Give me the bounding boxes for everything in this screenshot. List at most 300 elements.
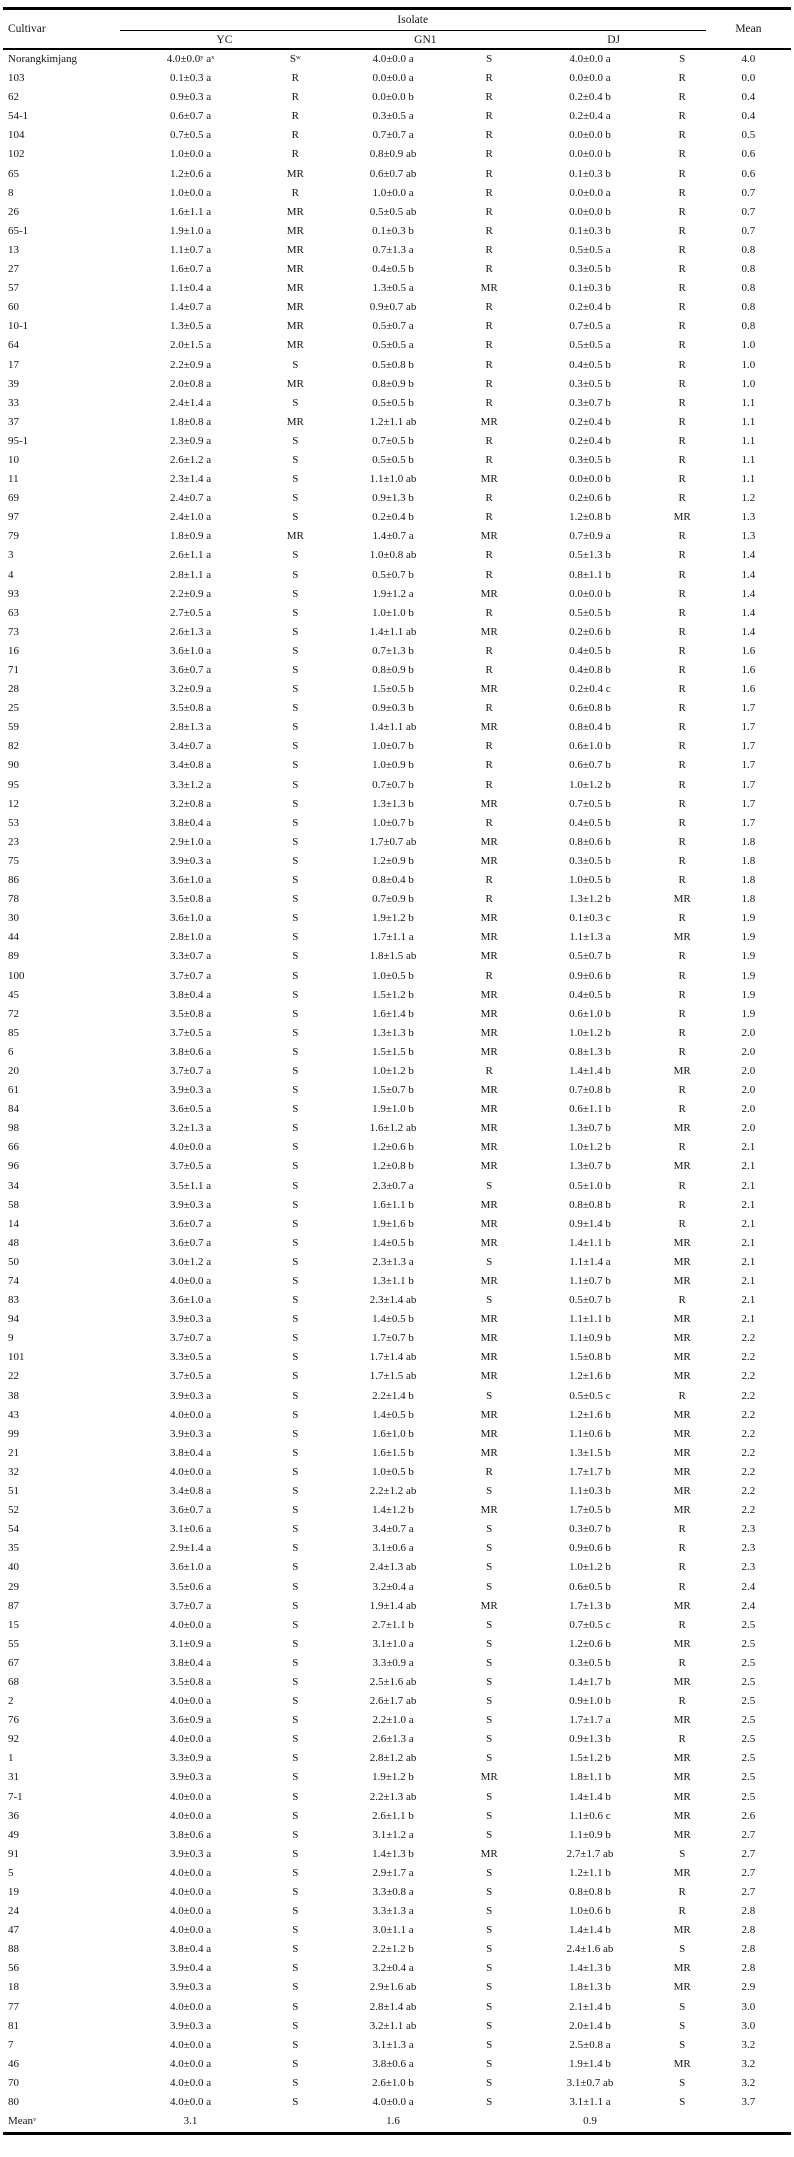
cell-gn1: 0.7±0.7 a: [372, 129, 414, 142]
cell-cultivar: 24: [8, 1905, 19, 1918]
column-header-cultivar: Cultivar: [3, 9, 120, 50]
cell-mean: 2.9: [741, 1981, 756, 1994]
cell-yc: 3.8±0.4 a: [169, 1943, 212, 1956]
cell-gn1_rating: MR: [480, 1160, 498, 1173]
cell-dj_rating: MR: [673, 1465, 691, 1478]
footer-yc-mean: 3.1: [183, 2115, 198, 2128]
cell-gn1: 2.9±1.6 ab: [369, 1981, 417, 1994]
cell-gn1_rating: MR: [480, 1122, 498, 1135]
cell-dj_rating: R: [678, 1198, 686, 1211]
cell-mean: 2.0: [741, 1084, 756, 1097]
cell-gn1_rating: S: [486, 2038, 493, 2051]
cell-mean: 1.7: [741, 721, 756, 734]
cell-yc: 3.6±1.0 a: [169, 874, 212, 887]
cell-dj_rating: R: [678, 1217, 686, 1230]
cell-dj_rating: R: [678, 778, 686, 791]
cell-yc_rating: MR: [286, 243, 304, 256]
cell-gn1_rating: S: [486, 1809, 493, 1822]
cell-cultivar: 74: [8, 1275, 19, 1287]
column-group-isolate: Isolate: [120, 9, 706, 31]
cell-cultivar: 54: [8, 1523, 19, 1536]
cell-gn1_rating: S: [486, 1752, 493, 1765]
cell-gn1: 0.5±0.8 b: [372, 358, 414, 371]
cell-dj_rating: R: [678, 740, 686, 753]
cell-mean: 2.1: [741, 1294, 756, 1307]
cell-yc: 4.0±0.0 a: [169, 1695, 212, 1708]
cell-cultivar: 73: [8, 625, 19, 638]
cell-dj: 1.0±1.2 b: [569, 1141, 611, 1154]
cell-yc: 3.9±0.3 a: [169, 1771, 212, 1784]
cell-yc_rating: S: [292, 1790, 299, 1803]
cell-dj_rating: MR: [673, 1313, 691, 1326]
cell-gn1: 1.9±1.2 a: [372, 587, 414, 600]
cell-mean: 2.1: [741, 1313, 756, 1326]
cell-dj_rating: MR: [673, 2057, 691, 2070]
cell-gn1: 1.0±0.7 b: [372, 816, 414, 829]
cell-cultivar: 3: [8, 549, 14, 562]
cell-gn1_rating: MR: [480, 1332, 498, 1345]
cell-yc: 2.6±1.2 a: [169, 453, 212, 466]
cell-gn1_rating: MR: [480, 1370, 498, 1383]
cell-yc_rating: S: [292, 1809, 299, 1822]
cell-dj_rating: MR: [673, 1866, 691, 1879]
cell-mean: 2.1: [741, 1198, 756, 1211]
cell-yc: 1.0±0.0 a: [169, 148, 212, 161]
cell-dj: 0.6±1.0 b: [569, 1007, 611, 1020]
cell-yc_rating: S: [292, 797, 299, 810]
cell-dj_rating: S: [679, 2096, 686, 2109]
cell-gn1: 1.2±1.1 ab: [369, 415, 417, 428]
cell-cultivar: 25: [8, 702, 19, 715]
table-row: [3, 1196, 791, 1215]
cell-dj: 0.9±0.6 b: [569, 1542, 611, 1555]
cell-dj_rating: R: [678, 664, 686, 676]
mean-row: [3, 2112, 791, 2133]
cell-cultivar: 70: [8, 2076, 19, 2089]
cell-gn1_rating: MR: [480, 1026, 498, 1039]
table-row: [3, 88, 791, 107]
cell-dj: 0.9±1.4 b: [569, 1217, 611, 1230]
table-row: [3, 1272, 791, 1291]
cell-gn1: 3.1±0.6 a: [372, 1542, 414, 1555]
cell-yc: 3.3±0.9 a: [169, 1752, 212, 1765]
cell-dj_rating: R: [678, 1026, 686, 1039]
cell-dj_rating: R: [678, 205, 686, 218]
cell-yc_rating: S: [292, 1962, 299, 1975]
cell-gn1_rating: MR: [480, 1599, 498, 1612]
cell-cultivar: 20: [8, 1064, 19, 1077]
cell-mean: 2.8: [741, 1905, 756, 1918]
cell-cultivar: 95-1: [8, 434, 29, 447]
cell-yc_rating: R: [291, 129, 299, 142]
cell-dj_rating: R: [678, 1733, 686, 1746]
cell-dj_rating: S: [679, 1847, 686, 1860]
table-row: [3, 852, 791, 871]
cell-yc: 1.6±0.7 a: [169, 263, 212, 276]
cell-dj: 0.9±0.6 b: [569, 969, 611, 982]
cell-mean: 1.7: [741, 759, 756, 772]
table-row: [3, 165, 791, 184]
cell-dj_rating: R: [678, 568, 686, 581]
cell-dj: 1.2±0.6 b: [569, 1637, 611, 1650]
cell-dj_rating: MR: [673, 1255, 691, 1268]
cell-dj: 1.4±1.7 b: [569, 1675, 611, 1688]
cell-mean: 2.0: [741, 1103, 756, 1116]
cell-mean: 2.6: [741, 1809, 756, 1822]
table-row: [3, 1253, 791, 1272]
cell-yc_rating: S: [292, 1275, 299, 1287]
cell-yc: 3.2±0.8 a: [169, 797, 212, 810]
cell-gn1: 0.7±0.7 b: [372, 778, 414, 791]
cell-gn1_rating: S: [486, 1675, 493, 1688]
cell-mean: 2.5: [741, 1675, 756, 1688]
cell-gn1_rating: R: [485, 511, 493, 524]
cell-cultivar: 71: [8, 664, 19, 676]
cell-mean: 1.9: [741, 969, 756, 982]
cell-cultivar: 34: [8, 1179, 19, 1192]
cell-yc_rating: S: [292, 1122, 299, 1135]
cell-yc: 3.5±0.8 a: [169, 702, 212, 715]
cell-yc: 4.0±0.0 a: [169, 1408, 212, 1421]
cell-gn1: 2.2±1.3 ab: [369, 1790, 417, 1803]
cell-yc_rating: S: [292, 664, 299, 676]
cell-gn1: 2.7±1.1 b: [372, 1618, 414, 1631]
table-row: [3, 623, 791, 642]
cell-yc_rating: S: [292, 1332, 299, 1345]
cell-gn1: 2.6±1.1 b: [372, 1809, 414, 1822]
cell-yc: 3.4±0.8 a: [169, 759, 212, 772]
cell-mean: 1.8: [741, 893, 756, 906]
cell-cultivar: 30: [8, 912, 19, 925]
cell-mean: 0.8: [741, 282, 756, 295]
cell-dj: 0.4±0.8 b: [569, 664, 611, 676]
cell-dj: 0.0±0.0 b: [569, 205, 611, 218]
cell-mean: 1.0: [741, 358, 756, 371]
cell-gn1: 0.5±0.7 b: [372, 568, 414, 581]
cell-dj: 1.7±1.3 b: [569, 1599, 611, 1612]
cell-cultivar: 60: [8, 301, 19, 314]
cell-yc_rating: S: [292, 1675, 299, 1688]
cell-mean: 3.0: [741, 2000, 756, 2013]
cell-gn1: 0.9±0.7 ab: [369, 301, 417, 314]
cell-mean: 2.0: [741, 1045, 756, 1058]
cell-cultivar: 97: [8, 511, 19, 524]
cell-yc_rating: R: [291, 110, 299, 123]
cell-yc: 3.6±0.7 a: [169, 1236, 212, 1249]
cell-gn1: 0.1±0.3 b: [372, 224, 414, 237]
cell-gn1: 2.3±1.3 a: [372, 1255, 414, 1268]
cell-yc_rating: S: [292, 1599, 299, 1612]
cell-yc: 3.3±0.5 a: [169, 1351, 212, 1364]
cell-yc_rating: S: [292, 606, 299, 619]
cell-yc_rating: S: [292, 1828, 299, 1841]
cell-gn1_rating: S: [486, 1179, 493, 1192]
cell-gn1: 1.0±0.7 b: [372, 740, 414, 753]
table-row: [3, 1902, 791, 1921]
cell-yc: 4.0±0.0 a: [169, 2096, 212, 2109]
table-row: [3, 527, 791, 546]
cell-dj: 1.3±1.2 b: [569, 893, 611, 906]
cell-dj: 0.0±0.0 b: [569, 129, 611, 142]
cell-dj_rating: R: [678, 606, 686, 619]
cell-gn1_rating: MR: [480, 931, 498, 944]
table-row: [3, 1845, 791, 1864]
cell-mean: 0.8: [741, 320, 756, 333]
cell-cultivar: 32: [8, 1465, 19, 1478]
cell-gn1: 1.0±1.2 b: [372, 1064, 414, 1077]
cell-mean: 4.0: [741, 53, 756, 65]
cell-yc: 4.0±0.0 a: [169, 1465, 212, 1478]
table-row: [3, 1749, 791, 1768]
cell-dj: 0.8±1.1 b: [569, 568, 611, 581]
cell-gn1: 1.6±1.4 b: [372, 1007, 414, 1020]
cell-dj_rating: R: [678, 1294, 686, 1307]
cell-cultivar: 10-1: [8, 320, 29, 333]
cell-yc: 4.0±0.0 a: [169, 1809, 212, 1822]
cell-dj: 1.2±1.1 b: [569, 1866, 611, 1879]
cell-dj: 0.7±0.9 a: [569, 530, 611, 543]
cell-mean: 2.3: [741, 1542, 756, 1555]
cell-dj: 0.3±0.5 b: [569, 263, 611, 276]
cell-cultivar: 27: [8, 263, 19, 276]
cell-gn1_rating: R: [485, 129, 493, 142]
cell-yc: 1.3±0.5 a: [169, 320, 212, 333]
table-row: [3, 1940, 791, 1959]
cell-yc_rating: S: [292, 1408, 299, 1421]
cell-gn1_rating: R: [485, 759, 493, 772]
cell-dj_rating: R: [678, 282, 686, 295]
cell-cultivar: 56: [8, 1962, 19, 1975]
cell-gn1: 2.2±1.2 b: [372, 1943, 414, 1956]
cell-dj: 1.1±0.6 c: [569, 1809, 611, 1822]
cell-gn1_rating: R: [485, 1465, 493, 1478]
cell-dj_rating: MR: [673, 1160, 691, 1173]
table-row: [3, 451, 791, 470]
cell-dj: 0.7±0.5 a: [569, 320, 611, 333]
cell-dj_rating: R: [678, 950, 686, 963]
cell-mean: 1.3: [741, 530, 756, 543]
cell-gn1: 0.6±0.7 ab: [369, 167, 417, 180]
cell-yc_rating: S: [292, 1866, 299, 1879]
cell-cultivar: 84: [8, 1103, 19, 1116]
cell-yc_rating: S: [292, 683, 299, 696]
table-row: [3, 2017, 791, 2036]
cell-yc_rating: S: [292, 549, 299, 562]
cell-gn1_rating: R: [485, 339, 493, 352]
cell-yc: 2.4±1.4 a: [169, 396, 212, 409]
resistance-table: [3, 7, 791, 2135]
cell-dj_rating: S: [679, 1943, 686, 1956]
cell-gn1: 0.5±0.5 b: [372, 396, 414, 409]
cell-dj_rating: R: [678, 797, 686, 810]
cell-dj: 0.3±0.7 b: [569, 396, 611, 409]
cell-gn1_rating: MR: [480, 1007, 498, 1020]
cell-cultivar: 2: [8, 1695, 14, 1708]
cell-dj: 0.1±0.3 b: [569, 282, 611, 295]
cell-yc: 4.0±0.0 a: [169, 1790, 212, 1803]
cell-yc_rating: S: [292, 1580, 299, 1593]
cell-gn1: 0.7±0.9 b: [372, 893, 414, 906]
cell-gn1_rating: S: [486, 53, 493, 65]
cell-yc: 3.5±0.8 a: [169, 893, 212, 906]
cell-gn1: 2.3±0.7 a: [372, 1179, 414, 1192]
cell-dj: 0.3±0.5 b: [569, 1656, 611, 1669]
table-row: [3, 432, 791, 451]
cell-mean: 1.7: [741, 816, 756, 829]
cell-yc_rating: S: [292, 2076, 299, 2089]
cell-gn1: 3.1±1.2 a: [372, 1828, 414, 1841]
cell-yc_rating: S: [292, 1103, 299, 1116]
cell-dj_rating: R: [678, 854, 686, 867]
cell-mean: 2.1: [741, 1236, 756, 1249]
cell-gn1_rating: S: [486, 1656, 493, 1669]
cell-mean: 1.7: [741, 740, 756, 753]
cell-yc: 4.0±0.0 a: [169, 1733, 212, 1746]
cell-dj_rating: S: [679, 2019, 686, 2032]
table-row: [3, 776, 791, 795]
cell-gn1: 4.0±0.0 a: [372, 53, 414, 65]
cell-cultivar: 77: [8, 2000, 19, 2013]
table-row: [3, 756, 791, 775]
cell-yc_rating: S: [292, 835, 299, 848]
cell-gn1_rating: R: [485, 740, 493, 753]
cell-dj_rating: R: [678, 1045, 686, 1058]
cell-gn1: 3.1±1.3 a: [372, 2038, 414, 2051]
cell-yc: 4.0±0.0ʸ aˣ: [166, 53, 215, 65]
cell-mean: 2.7: [741, 1828, 756, 1841]
cell-dj: 1.1±0.9 b: [569, 1332, 611, 1345]
cell-yc_rating: S: [292, 1084, 299, 1097]
cell-dj_rating: MR: [673, 1752, 691, 1765]
cell-cultivar: 9: [8, 1332, 14, 1345]
cell-dj_rating: MR: [673, 1275, 691, 1287]
cell-yc: 3.7±0.5 a: [169, 1370, 212, 1383]
cell-yc: 2.2±0.9 a: [169, 358, 212, 371]
table-row: [3, 967, 791, 986]
cell-mean: 2.0: [741, 1064, 756, 1077]
cell-cultivar: 82: [8, 740, 19, 753]
cell-mean: 3.2: [741, 2038, 756, 2051]
cell-yc: 3.5±1.1 a: [169, 1179, 212, 1192]
footer-overall-mean: [706, 2112, 791, 2133]
cell-yc: 3.6±1.0 a: [169, 1294, 212, 1307]
cell-dj: 1.7±1.7 a: [569, 1714, 611, 1727]
cell-gn1: 2.3±1.4 ab: [369, 1294, 417, 1307]
cell-dj_rating: R: [678, 1618, 686, 1631]
cell-yc: 2.7±0.5 a: [169, 606, 212, 619]
table-row: [3, 1597, 791, 1616]
cell-yc_rating: S: [292, 2096, 299, 2109]
cell-gn1: 1.9±1.0 b: [372, 1103, 414, 1116]
cell-gn1: 3.0±1.1 a: [372, 1924, 414, 1937]
cell-gn1_rating: MR: [480, 282, 498, 295]
cell-mean: 2.1: [741, 1179, 756, 1192]
cell-cultivar: 88: [8, 1943, 19, 1956]
cell-dj: 1.0±0.5 b: [569, 874, 611, 887]
cell-gn1: 3.8±0.6 a: [372, 2057, 414, 2070]
cell-yc: 3.9±0.3 a: [169, 1847, 212, 1860]
table-row: [3, 2036, 791, 2055]
cell-yc_rating: S: [292, 759, 299, 772]
cell-gn1: 4.0±0.0 a: [372, 2096, 414, 2109]
cell-mean: 3.2: [741, 2076, 756, 2089]
cell-gn1: 1.3±1.3 b: [372, 797, 414, 810]
cell-dj_rating: MR: [673, 1351, 691, 1364]
cell-mean: 1.1: [741, 415, 756, 428]
cell-yc_rating: MR: [286, 282, 304, 295]
table-row: [3, 1081, 791, 1100]
cell-cultivar: 33: [8, 396, 19, 409]
cell-yc_rating: S: [292, 1618, 299, 1631]
cell-dj: 0.6±1.1 b: [569, 1103, 611, 1116]
table-row: [3, 260, 791, 279]
table-row: [3, 2093, 791, 2112]
footer-dj-rating-empty: [659, 2112, 706, 2133]
table-row: [3, 241, 791, 260]
cell-dj_rating: R: [678, 1007, 686, 1020]
table-row: [3, 298, 791, 317]
cell-dj_rating: R: [678, 1103, 686, 1116]
cell-dj: 1.0±0.6 b: [569, 1905, 611, 1918]
table-row: [3, 375, 791, 394]
cell-dj_rating: R: [678, 339, 686, 352]
cell-dj: 0.5±1.0 b: [569, 1179, 611, 1192]
cell-cultivar: 53: [8, 816, 19, 829]
cell-dj: 1.2±1.6 b: [569, 1408, 611, 1421]
table-row: [3, 1673, 791, 1692]
cell-cultivar: 78: [8, 893, 19, 906]
cell-yc: 3.7±0.5 a: [169, 1160, 212, 1173]
column-header-mean: Mean: [706, 9, 791, 50]
cell-gn1_rating: R: [485, 320, 493, 333]
table-row: [3, 470, 791, 489]
cell-dj: 0.0±0.0 b: [569, 587, 611, 600]
cell-dj: 0.0±0.0 a: [569, 186, 611, 199]
cell-dj_rating: MR: [673, 1714, 691, 1727]
cell-dj_rating: R: [678, 91, 686, 104]
table-row: [3, 1635, 791, 1654]
table-row: [3, 508, 791, 527]
cell-yc: 2.6±1.1 a: [169, 549, 212, 562]
cell-mean: 2.7: [741, 1866, 756, 1879]
cell-cultivar: 40: [8, 1561, 19, 1574]
cell-cultivar: 64: [8, 339, 19, 352]
cell-gn1_rating: MR: [480, 625, 498, 638]
cell-dj_rating: MR: [673, 1962, 691, 1975]
cell-dj: 1.0±1.2 b: [569, 778, 611, 791]
cell-gn1: 3.2±1.1 ab: [369, 2019, 417, 2032]
cell-dj: 0.3±0.5 b: [569, 854, 611, 867]
cell-mean: 2.2: [741, 1408, 756, 1421]
table-row: [3, 1558, 791, 1577]
cell-dj_rating: R: [678, 587, 686, 600]
cell-yc: 4.0±0.0 a: [169, 1886, 212, 1898]
cell-dj: 1.1±1.1 b: [569, 1313, 611, 1326]
table-body: [3, 49, 791, 2112]
cell-yc_rating: S: [292, 644, 299, 657]
cell-mean: 1.9: [741, 1007, 756, 1020]
cell-dj: 0.4±0.5 b: [569, 358, 611, 371]
table-row: [3, 585, 791, 604]
cell-mean: 2.1: [741, 1217, 756, 1230]
cell-yc: 3.4±0.7 a: [169, 740, 212, 753]
cell-gn1: 1.9±1.4 ab: [369, 1599, 417, 1612]
cell-gn1_rating: R: [485, 205, 493, 218]
cell-gn1_rating: S: [486, 2057, 493, 2070]
cell-cultivar: 23: [8, 835, 19, 848]
cell-dj: 2.5±0.8 a: [569, 2038, 611, 2051]
cell-dj_rating: MR: [673, 511, 691, 524]
